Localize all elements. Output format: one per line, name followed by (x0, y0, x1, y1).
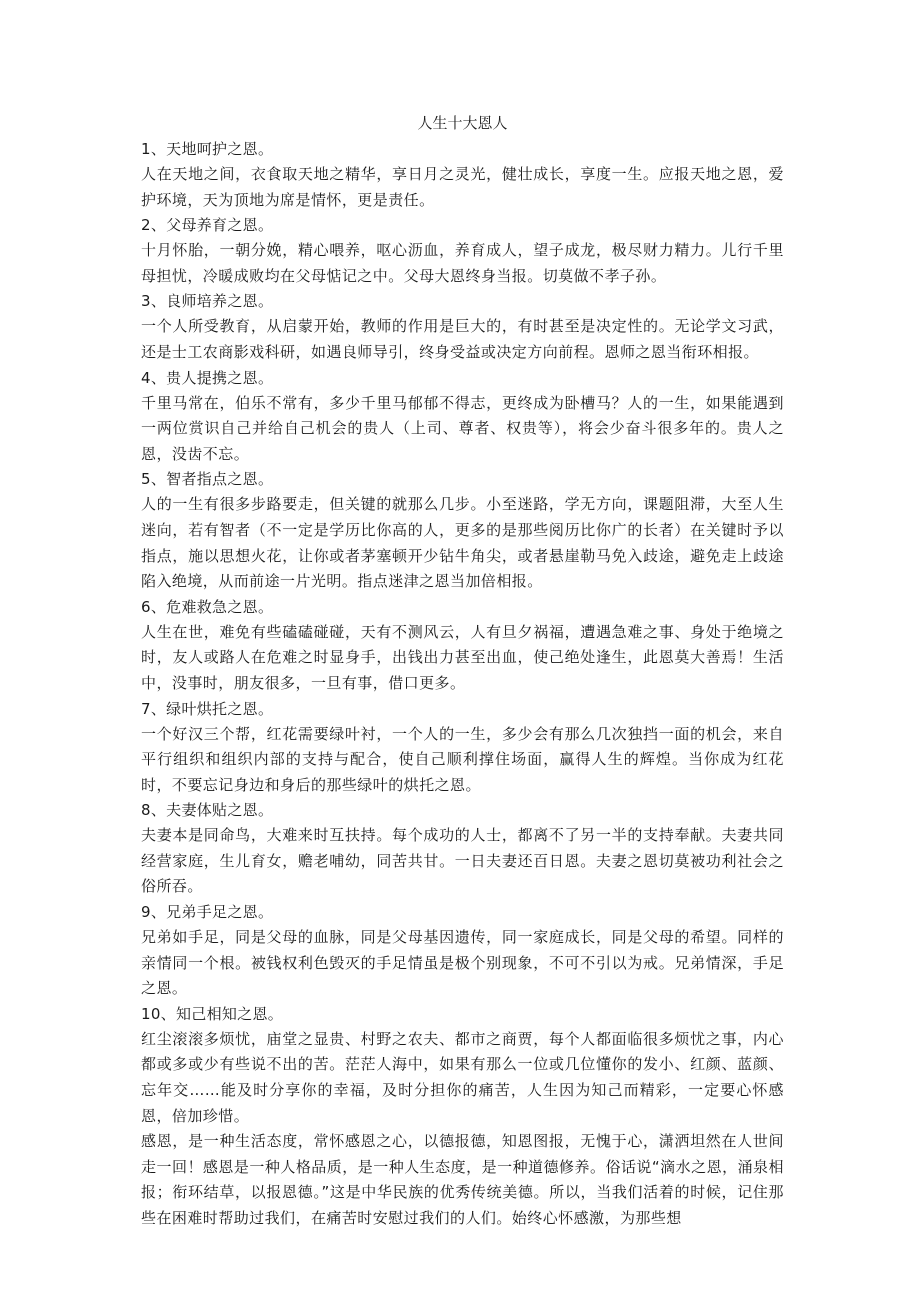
section-4 (141, 366, 784, 468)
section-6 (141, 595, 784, 697)
section-3 (141, 289, 784, 365)
section-heading: 2、父母养育之恩。 (141, 216, 274, 235)
section-body: 一个人所受教育，从启蒙开始，教师的作用是巨大的，有时甚至是决定性的。无论学文习武，还是士工农商影戏科研，如遇良师导引，终身受益或决定方向前程。恩师之恩当衔环相报。 (141, 317, 784, 361)
section-body: 兄弟如手足，同是父母的血脉，同是父母基因遗传，同一家庭成长，同是父母的希望。同样的亲情同一个根。被钱权利色毁灭的手足情虽是极个别现象，不可不引以为戒。兄弟情深，手足之恩。 (141, 928, 784, 998)
closing-paragraph: 感恩，是一种生活态度，常怀感恩之心，以德报德，知恩图报，无愧于心，潇洒坦然在人世间走一回！感恩是一种人格品质，是一种人生态度，是一种道德修养。俗话说“滴水之恩，涌泉相报；衔环结草，以报恩德。”这是中华民族的优秀传统美德。所以，当我们活着的时候，记住那些在困难时帮助过我们，在痛苦时安慰过我们的人们。始终心怀感激，为那些想 (141, 1132, 784, 1227)
section-body: 千里马常在，伯乐不常有，多少千里马郁郁不得志，更终成为卧槽马？人的一生，如果能遇到一两位赏识自己并给自己机会的贵人（上司、尊者、权贵等），将会少奋斗很多年的。贵人之恩，没齿不忘。 (141, 393, 784, 463)
section-7 (141, 697, 784, 799)
section-body: 人的一生有很多步路要走，但关键的就那么几步。小至迷路，学无方向，课题阻滞，大至人生迷向，若有智者（不一定是学历比你高的人，更多的是那些阅历比你广的长者）在关键时予以指点，施以思想火花，让你或者茅塞顿开少钻牛角尖，或者悬崖勒马免入歧途，避免走上歧途陷入绝境，从而前途一片光明。指点迷津之恩当加倍相报。 (141, 495, 784, 591)
section-heading: 7、绿叶烘托之恩。 (141, 699, 274, 718)
section-heading: 5、智者指点之恩。 (141, 470, 274, 489)
section-body: 人生在世，难免有些磕磕碰碰，天有不测风云，人有旦夕祸福，遭遇急难之事、身处于绝境之时，友人或路人在危难之时显身手，出钱出力甚至出血，使己绝处逢生，此恩莫大善焉！生活中，没事时，朋友很多，一旦有事，借口更多。 (141, 622, 784, 692)
section-body: 人在天地之间，衣食取天地之精华，享日月之灵光，健壮成长，享度一生。应报天地之恩，爱护环境，天为顶地为席是情怀，更是责任。 (141, 165, 784, 209)
section-heading: 10、知己相知之恩。 (141, 1004, 284, 1023)
section-5 (141, 467, 784, 594)
section-10 (141, 1002, 784, 1129)
section-2 (141, 213, 784, 289)
section-body: 红尘滚滚多烦忧，庙堂之显贵、村野之农夫、都市之商贾，每个人都面临很多烦忧之事，内心都或多或少有些说不出的苦。茫茫人海中，如果有那么一位或几位懂你的发小、红颜、蓝颜、忘年交……能及时分享你的幸福，及时分担你的痛苦，人生因为知己而精彩，一定要心怀感恩，倍加珍惜。 (141, 1029, 784, 1125)
section-body: 十月怀胎，一朝分娩，精心喂养，呕心沥血，养育成人，望子成龙，极尽财力精力。儿行千里母担忧，冷暖成败均在父母惦记之中。父母大恩终身当报。切莫做不孝子孙。 (141, 241, 784, 285)
document-title: 人生十大恩人 (417, 114, 508, 132)
section-heading: 8、夫妻体贴之恩。 (141, 801, 274, 820)
section-heading: 4、贵人提携之恩。 (141, 368, 274, 387)
section-heading: 9、兄弟手足之恩。 (141, 903, 274, 922)
section-1 (141, 137, 784, 213)
section-heading: 6、危难救急之恩。 (141, 597, 274, 616)
section-heading: 3、良师培养之恩。 (141, 292, 274, 311)
section-8 (141, 798, 784, 900)
section-9 (141, 900, 784, 1002)
section-body: 夫妻本是同命鸟，大难来时互扶持。每个成功的人士，都离不了另一半的支持奉献。夫妻共同经营家庭，生儿育女，赡老哺幼，同苦共甘。一日夫妻还百日恩。夫妻之恩切莫被功利社会之俗所吞。 (141, 826, 784, 896)
section-heading: 1、天地呵护之恩。 (141, 140, 274, 158)
section-body: 一个好汉三个帮，红花需要绿叶衬，一个人的一生，多少会有那么几次独挡一面的机会，来自平行组织和组织内部的支持与配合，使自己顺利撑住场面，赢得人生的辉煌。当你成为红花时，不要忘记身边和身后的那些绿叶的烘托之恩。 (141, 724, 784, 794)
